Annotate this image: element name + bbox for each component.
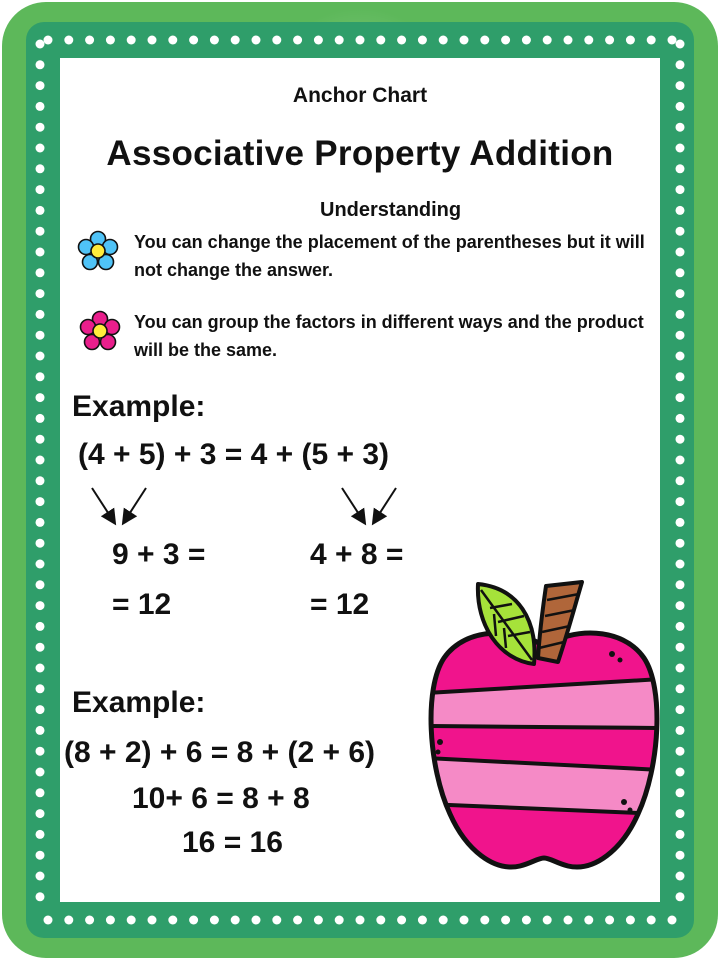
polka-dot [106,916,115,925]
chart-subtitle: Anchor Chart [292,84,428,107]
polka-dot [36,892,45,901]
polka-dot [676,788,685,797]
example-1-right-step: 4 + 8 = [310,538,404,571]
polka-dot [293,36,302,45]
polka-dot [676,123,685,132]
polka-dot [36,227,45,236]
polka-dot [36,601,45,610]
polka-dot [676,206,685,215]
polka-dot [676,580,685,589]
polka-dot [85,36,94,45]
polka-dot [36,206,45,215]
polka-dot [376,36,385,45]
polka-dot [36,164,45,173]
polka-dot [36,352,45,361]
polka-dot [148,916,157,925]
polka-dot [676,622,685,631]
polka-dot [676,518,685,527]
polka-dot [676,310,685,319]
polka-dot [676,331,685,340]
polka-dot [626,916,635,925]
polka-dot [36,684,45,693]
polka-dot [36,726,45,735]
polka-dot [376,916,385,925]
polka-dot [676,456,685,465]
polka-dot [148,36,157,45]
polka-dot [676,705,685,714]
polka-dot [36,872,45,881]
polka-dot [36,248,45,257]
polka-dot [676,268,685,277]
polka-dot [676,185,685,194]
polka-dot [501,916,510,925]
polka-dot [64,916,73,925]
polka-dot [676,414,685,423]
polka-dot [36,580,45,589]
polka-dot [676,227,685,236]
polka-dot [356,916,365,925]
polka-dot [36,414,45,423]
polka-dot [36,289,45,298]
polka-dot [676,809,685,818]
example-2-step-1: 10+ 6 = 8 + 8 [132,782,310,815]
polka-dot [480,916,489,925]
polka-dot [676,539,685,548]
polka-dot [210,36,219,45]
polka-dot [36,497,45,506]
polka-dot [676,892,685,901]
polka-dot [439,916,448,925]
polka-dot [36,456,45,465]
understanding-heading: Understanding [320,199,462,221]
polka-dot [36,60,45,69]
example-1-left-step: 9 + 3 = [112,538,206,571]
polka-dot [356,36,365,45]
polka-dot [36,705,45,714]
polka-dot [676,726,685,735]
polka-dot [36,539,45,548]
polka-dot [676,664,685,673]
polka-dot [480,36,489,45]
polka-dot [314,916,323,925]
polka-dot [85,916,94,925]
polka-dot [127,916,136,925]
polka-dot [36,830,45,839]
example-2-label: Example: [72,686,206,719]
polka-dot [676,872,685,881]
polka-dot [397,36,406,45]
polka-dot [584,916,593,925]
page-title: Associative Property Addition [106,134,614,173]
polka-dot [168,36,177,45]
polka-dot [676,643,685,652]
apple-icon [426,576,662,876]
polka-dot [676,851,685,860]
polka-dot [168,916,177,925]
example-1-label: Example: [72,390,206,423]
polka-dot [231,36,240,45]
polka-dot [676,248,685,257]
polka-dot [605,916,614,925]
polka-dot [36,331,45,340]
polka-dot [36,372,45,381]
polka-dot [36,747,45,756]
polka-dot [460,916,469,925]
polka-dot [36,81,45,90]
polka-dot [605,36,614,45]
polka-dot [676,393,685,402]
example-2-equation: (8 + 2) + 6 = 8 + (2 + 6) [64,736,376,769]
polka-dot [36,123,45,132]
arrows-right-icon [338,486,402,530]
polka-dot [189,916,198,925]
polka-dot [460,36,469,45]
polka-dot [668,916,677,925]
polka-dot [676,289,685,298]
polka-dot [44,916,53,925]
polka-dot [418,36,427,45]
polka-dot [543,36,552,45]
polka-dot [676,497,685,506]
polka-dot [676,747,685,756]
polka-dot [676,601,685,610]
polka-dot [676,372,685,381]
polka-dot [584,36,593,45]
polka-dot [36,310,45,319]
example-1-left-result: = 12 [112,588,172,621]
polka-dot [676,102,685,111]
polka-dot [36,144,45,153]
polka-dot [36,560,45,569]
understanding-bullet-1: You can change the placement of the parentheses but it will not change the answer. [134,232,645,280]
polka-dot [44,36,53,45]
polka-dot [676,144,685,153]
polka-dot [335,36,344,45]
polka-dot [647,916,656,925]
pink-flower-icon [78,310,122,354]
example-1-equation: (4 + 5) + 3 = 4 + (5 + 3) [78,438,390,471]
arrows-left-icon [88,486,152,530]
polka-dot [36,268,45,277]
polka-dot [439,36,448,45]
polka-dot [668,36,677,45]
polka-dot [36,185,45,194]
polka-dot [335,916,344,925]
understanding-bullet-2: You can group the factors in different ways and the product will be the same. [134,312,644,360]
polka-dot [36,102,45,111]
polka-dot [127,36,136,45]
polka-dot [36,476,45,485]
polka-dot [676,830,685,839]
polka-dot [501,36,510,45]
polka-dot [676,768,685,777]
polka-dot [36,664,45,673]
polka-dot [418,916,427,925]
polka-dot [564,36,573,45]
polka-dot [210,916,219,925]
polka-dot [293,916,302,925]
polka-dot [231,916,240,925]
polka-dot [676,476,685,485]
polka-dot [522,36,531,45]
polka-dot [36,40,45,49]
polka-dot [676,60,685,69]
polka-dot [272,916,281,925]
polka-dot [626,36,635,45]
example-1-right-result: = 12 [310,588,370,621]
polka-dot [676,435,685,444]
polka-dot [397,916,406,925]
polka-dot [522,916,531,925]
polka-dot [564,916,573,925]
blue-flower-icon [76,230,120,274]
polka-dot [36,622,45,631]
polka-dot [36,435,45,444]
polka-dot [252,916,261,925]
polka-dot [64,36,73,45]
polka-dot [676,40,685,49]
polka-dot [543,916,552,925]
polka-dot [36,768,45,777]
polka-dot [189,36,198,45]
polka-dot [676,164,685,173]
polka-dot [272,36,281,45]
polka-dot [36,809,45,818]
polka-dot [676,352,685,361]
polka-dot [252,36,261,45]
polka-dot [36,518,45,527]
polka-dot [676,81,685,90]
polka-dot [36,788,45,797]
polka-dot [314,36,323,45]
polka-dot [676,684,685,693]
polka-dot [36,643,45,652]
polka-dot [676,560,685,569]
polka-dot [647,36,656,45]
polka-dot [36,851,45,860]
example-2-step-2: 16 = 16 [182,826,283,859]
polka-dot [106,36,115,45]
polka-dot [36,393,45,402]
